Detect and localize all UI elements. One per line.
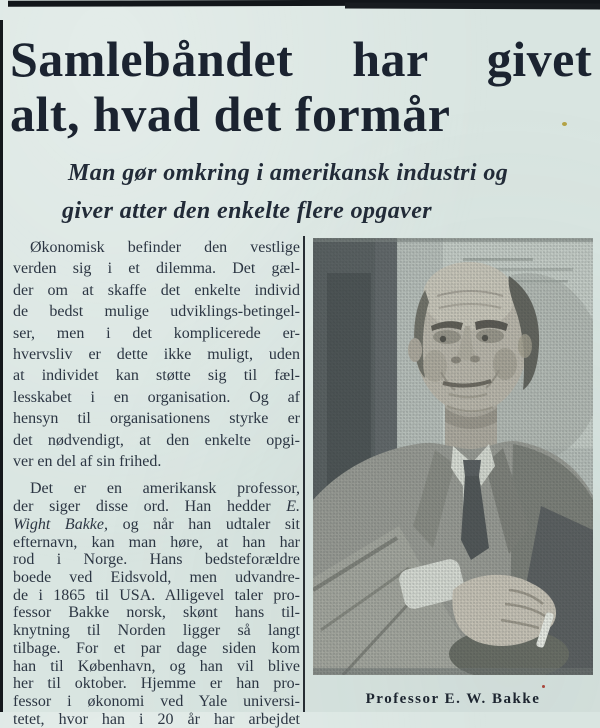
body-line [13, 498, 300, 516]
portrait-photo-art [313, 238, 593, 675]
body-line-italic-segment: E. [286, 498, 301, 516]
body-line: hensyn til organisationens styrke er [13, 410, 300, 428]
body-line: tetet, hvor han i 20 år har arbejdet [13, 710, 300, 728]
body-line: boede ved Eidsvold, men udvandre- [13, 568, 300, 586]
body-line: de bedst mulige udviklings-betingel- [13, 303, 300, 321]
body-line: lesskabet i en organisation. Og af [13, 388, 300, 406]
body-line: knytning til Norden ligger så langt [13, 622, 300, 640]
top-border-rule-right [345, 2, 600, 9]
print-speck [562, 122, 567, 126]
body-line: ser, men i det komplicerede er- [13, 324, 300, 342]
paragraph-1 [13, 237, 300, 472]
body-line: fessor Bakke norsk, skønt hans til- [13, 604, 300, 622]
body-line: at individet kan støtte sig til fæl- [13, 367, 300, 385]
body-line: det nødvendigt, at den enkelte opgi- [13, 431, 300, 449]
headline-line-1: Samlebåndet har givet [10, 31, 592, 87]
body-line-segment: og når han udtaler sit [122, 515, 300, 533]
body-line: verden sig i et dilemma. Det gæl- [13, 260, 300, 278]
inner-column-rule [303, 236, 305, 712]
body-line: her til oktober. Hjemme er han pro- [13, 675, 300, 693]
body-line-segment: der siger disse ord. Han hedder [13, 498, 271, 516]
body-line-italic-segment: Wight Bakke, [13, 515, 108, 533]
headline [10, 32, 592, 142]
paragraph-2 [13, 480, 300, 728]
body-line: Økonomisk befinder den vestlige [30, 239, 300, 256]
body-line: rod i Norge. Hans bedsteforældre [13, 551, 300, 569]
body-line: Det er en amerikansk professor, [30, 480, 300, 498]
left-column-rule [0, 20, 3, 712]
body-line: fessor i økonomi ved Yale universi- [13, 692, 300, 710]
body-line: efternavn, kan man høre, at han har [13, 533, 300, 551]
headline-line-2: alt, hvad det formår [10, 86, 451, 142]
photo-caption: Professor E. W. Bakke [365, 691, 541, 707]
subheadline-line-1: Man gør omkring i amerikansk industri og [68, 160, 509, 186]
body-line: hvervsliv er dette ikke muligt, uden [13, 346, 300, 364]
subheadline [62, 154, 562, 230]
print-speck [542, 685, 545, 688]
article-body [13, 237, 300, 728]
body-line: ver en del af sin frihed. [13, 453, 162, 471]
body-line: der om at skaffe det enkelte individ [13, 281, 300, 299]
body-line: de i 1865 til USA. Alligevel taler pro- [13, 586, 300, 604]
body-line: han til København, og han vil blive [13, 657, 300, 675]
portrait-photo [313, 238, 593, 675]
body-line: tilbage. For et par dage siden kom [13, 639, 300, 657]
body-line [13, 516, 300, 534]
subheadline-line-2: giver atter den enkelte flere opgaver [62, 198, 433, 224]
